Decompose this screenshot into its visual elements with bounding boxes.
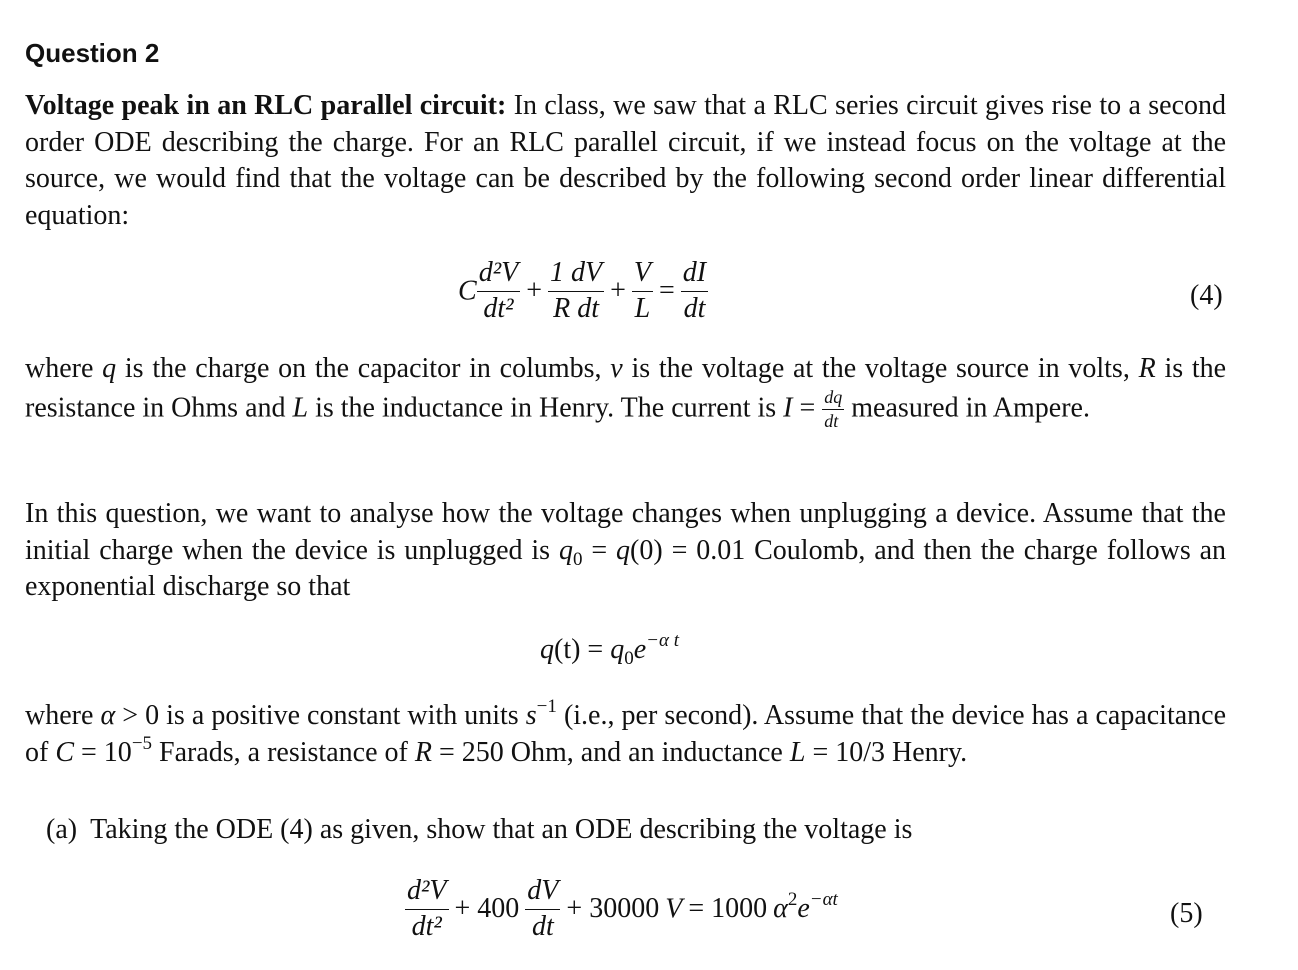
eq4-t2-num: 1 dV	[548, 258, 604, 292]
def-frac-den: dt	[824, 411, 839, 432]
eq4-t1-num: d²V	[477, 258, 521, 292]
intro-paragraph	[25, 88, 1226, 234]
eq4-rhs-num: dI	[681, 258, 708, 292]
param-text-2: > 0 is a positive constant with units	[122, 700, 519, 731]
discharge-paragraph	[25, 496, 1226, 606]
param-text-5: Farads, a resistance of	[159, 736, 408, 768]
param-text-4: = 10	[81, 736, 132, 768]
eq4-rhs	[681, 258, 708, 325]
eq5-exp: −αt	[809, 889, 838, 911]
eq5-plus3: + 30000	[566, 893, 660, 925]
eqq-exp: −α t	[646, 630, 679, 651]
def-text-5: is the inductance in Henry. The current is	[315, 392, 777, 424]
eq5-t1-num: d²V	[405, 876, 449, 910]
param-text-6: = 250 Ohm, and an inductance	[438, 736, 783, 768]
part-a	[46, 812, 1226, 849]
eq5-e: e	[797, 893, 810, 925]
def-current-fraction	[822, 388, 844, 433]
param-c-exp: −5	[131, 732, 153, 754]
part-a-label: (a)	[46, 814, 78, 845]
eq4-t3-num: V	[632, 258, 653, 292]
param-s-exp: −1	[536, 696, 557, 717]
discharge-var-q0: q	[558, 534, 573, 566]
eq5-v: V	[665, 893, 683, 925]
param-r: R	[414, 736, 432, 768]
equation-4: C $\frac{\text{d²V}}{\text{dt²}}$ + $\frac{1 dV}{\text{R dt}}$ + $\frac{V}{L}$ = $\frac{dI}{dt}$	[458, 257, 707, 324]
eq4-c: C	[458, 275, 477, 307]
question-heading: Question 2	[25, 38, 160, 68]
equation-4-number: (4)	[1190, 280, 1223, 311]
def-var-v: v	[610, 353, 623, 384]
eq5-t2-num: dV	[525, 876, 560, 910]
equation-5-number: (5)	[1170, 898, 1203, 929]
discharge-text-2: (0) = 0.01 Coulomb, and then the charge follows an exponential discharge so that	[25, 534, 1227, 602]
param-text-1: where	[25, 700, 94, 731]
def-text-3: is the voltage at the voltage source in volts,	[631, 353, 1130, 384]
eq4-t2-den: R dt	[553, 292, 599, 324]
def-equals: =	[799, 392, 816, 424]
eq5-rhs: = 1000	[688, 893, 768, 925]
def-var-r: R	[1138, 353, 1156, 384]
discharge-sub-0: 0	[572, 548, 583, 570]
def-text-6: measured in Ampere.	[851, 392, 1090, 424]
eq4-term1	[477, 258, 521, 325]
eq5-t2-den: dt	[531, 910, 554, 942]
equation-charge	[540, 630, 679, 669]
param-alpha: α	[100, 700, 116, 731]
eq5-plus400: + 400	[454, 893, 520, 925]
eq4-rhs-den: dt	[683, 292, 706, 324]
eq5-sq: 2	[787, 889, 798, 911]
definitions-paragraph	[25, 351, 1226, 432]
eq4-t1-den: dt²	[483, 292, 514, 324]
def-var-i: I	[783, 392, 793, 424]
discharge-text-1: In this question, we want to analyse how the voltage changes when unplugging a device. Assume that the initial charge when the device is unplugged is	[25, 498, 1226, 566]
param-s: s	[525, 700, 537, 731]
def-frac-num: dq	[822, 388, 844, 411]
eq5-alpha: α	[773, 893, 788, 925]
eqq-e: e	[633, 634, 647, 665]
def-var-l: L	[292, 392, 309, 424]
eq5-term1	[405, 876, 449, 943]
discharge-equals: =	[591, 534, 608, 566]
discharge-var-q: q	[616, 534, 631, 566]
eqq-sub: 0	[624, 648, 634, 669]
section-title: Voltage peak in an RLC parallel circuit:	[25, 90, 507, 121]
param-text-3: (i.e., per second). Assume that the device has a capacitance of	[25, 700, 1227, 768]
param-c: C	[55, 736, 75, 768]
part-a-text: Taking the ODE (4) as given, show that an ODE describing the voltage is	[90, 814, 913, 845]
eq4-term2	[548, 258, 604, 325]
eqq-lhs: q	[540, 634, 554, 665]
eq4-t3-den: L	[634, 292, 651, 324]
eq5-t1-den: dt²	[411, 910, 442, 942]
eq5-term2	[525, 876, 560, 943]
def-var-q: q	[102, 353, 117, 384]
eq4-term3	[632, 258, 653, 325]
intro-text: In class, we saw that a RLC series circuit gives rise to a second order ODE describing the charge. For an RLC parallel circuit, if we instead focus on the voltage at the source, we would find that the voltage can be described by the following second order linear differential equation:	[25, 90, 1227, 231]
def-text-2: is the charge on the capacitor in columbs,	[124, 353, 602, 384]
param-text-7: = 10/3 Henry.	[812, 736, 968, 768]
parameters-paragraph	[25, 698, 1226, 771]
def-text-1: where	[25, 353, 94, 384]
def-text-4: is the resistance in Ohms and	[25, 353, 1227, 424]
eqq-q: q	[610, 634, 625, 665]
eqq-lhs-arg: (t) =	[554, 634, 604, 665]
equation-5	[405, 876, 838, 943]
param-l: L	[789, 736, 806, 768]
